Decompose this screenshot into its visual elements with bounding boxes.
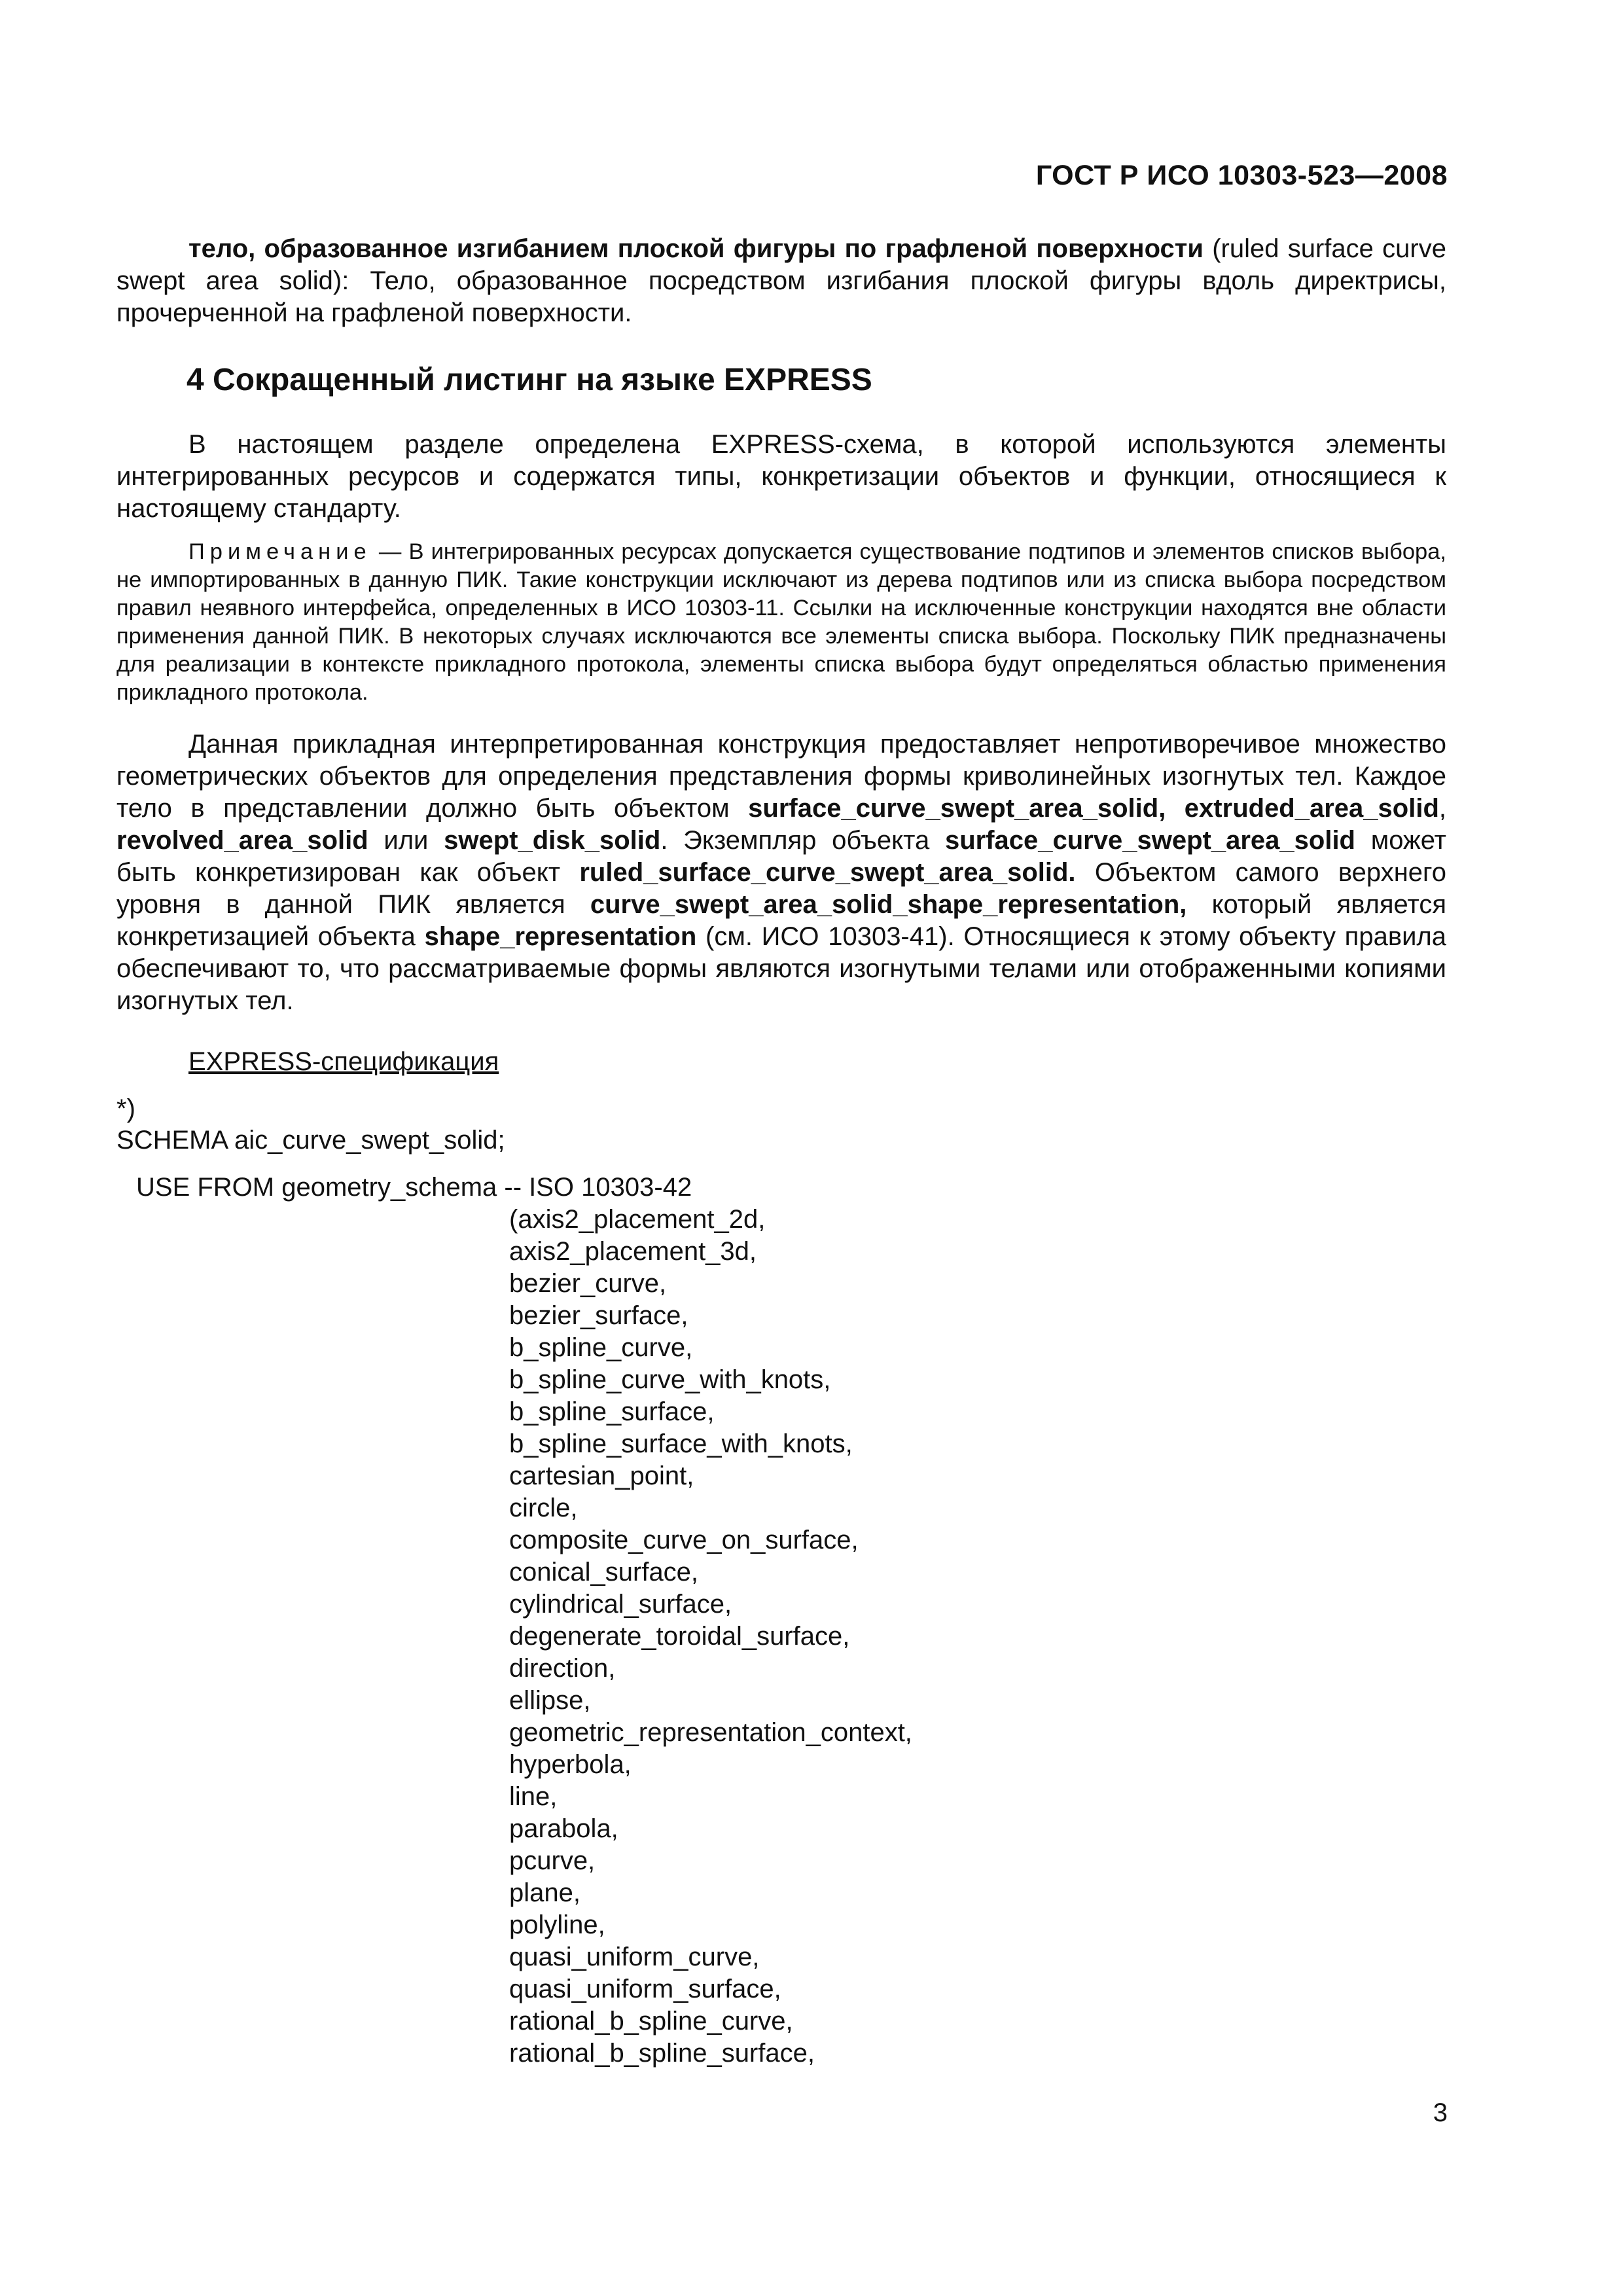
entity-item: b_spline_surface, <box>509 1397 715 1426</box>
para-bold-2: revolved_area_solid <box>116 826 368 855</box>
use-from-line: USE FROM geometry_schema -- ISO 10303-42 <box>136 1173 692 1202</box>
para-text-5: может быть конкретизирован как объект <box>116 826 1446 887</box>
para-text-4: . Экземпляр объекта <box>660 826 945 855</box>
entity-item: axis2_placement_3d, <box>509 1237 757 1266</box>
note-label: Примечание <box>188 539 372 564</box>
para-text-1: Данная прикладная интерпретированная конструкция предоставляет непротиворечивое множество геометрических объектов для определения представления формы криволинейных изогнутых тел. Каждое тело в представлении должно быть объектом <box>116 730 1446 823</box>
entity-item: pcurve, <box>509 1846 596 1875</box>
entity-item: conical_surface, <box>509 1558 699 1587</box>
term-bold: тело, образованное изгибанием плоской фигуры по графленой поверхности <box>188 234 1204 263</box>
entity-item: bezier_curve, <box>509 1269 667 1298</box>
entity-item: geometric_representation_context, <box>509 1718 912 1747</box>
comment-close: *) <box>116 1094 135 1123</box>
para-text-2: , <box>1438 794 1446 823</box>
entity-item: b_spline_curve, <box>509 1333 693 1362</box>
entity-item: circle, <box>509 1494 578 1522</box>
page-number: 3 <box>1433 2098 1448 2127</box>
para-text-8: (см. ИСО 10303-41). Относящиеся к этому объекту правила обеспечивают то, что рассматриваемые формы являются изогнутыми телами или отображенными копиями изогнутых тел. <box>116 922 1446 1015</box>
entity-item: parabola, <box>509 1814 618 1843</box>
note-paragraph <box>116 538 1446 707</box>
entity-item: bezier_surface, <box>509 1301 688 1330</box>
term-rest: (ruled surface curve swept area solid): Тело, образованное посредством изгибания плоской фигуры вдоль директрисы, прочерченной на графленой поверхности. <box>116 234 1446 327</box>
entity-item: direction, <box>509 1654 616 1683</box>
intro-paragraph: В настоящем разделе определена EXPRESS-схема, в которой используются элементы интегрированных ресурсов и содержатся типы, конкретизации объектов и функции, относящиеся к настоящему стандарту. <box>116 430 1446 523</box>
entity-item: cartesian_point, <box>509 1462 694 1490</box>
entity-item: quasi_uniform_surface, <box>509 1975 781 2003</box>
para-bold-4: surface_curve_swept_area_solid <box>944 826 1355 855</box>
entity-item: quasi_uniform_curve, <box>509 1943 760 1971</box>
entity-item: ellipse, <box>509 1686 591 1715</box>
entity-item: composite_curve_on_surface, <box>509 1526 859 1554</box>
term-definition <box>116 233 1446 329</box>
para-bold-1: surface_curve_swept_area_solid, extruded_area_solid <box>748 794 1439 823</box>
document-header-id: ГОСТ Р ИСО 10303-523—2008 <box>1035 160 1448 191</box>
entity-item: hyperbola, <box>509 1750 632 1779</box>
entity-item: (axis2_placement_2d, <box>509 1205 766 1234</box>
section-title: 4 Сокращенный листинг на языке EXPRESS <box>187 363 872 397</box>
entity-list <box>509 1204 912 2070</box>
entity-item: rational_b_spline_surface, <box>509 2039 815 2068</box>
express-spec-label: EXPRESS-спецификация <box>188 1047 499 1076</box>
para-text-3: или <box>368 826 444 855</box>
entity-item: rational_b_spline_curve, <box>509 2007 793 2036</box>
entity-item: cylindrical_surface, <box>509 1590 732 1619</box>
entity-item: plane, <box>509 1878 580 1907</box>
note-text: — В интегрированных ресурсах допускается существование подтипов и элементов списков выбора, не импортированных в данную ПИК. Такие конструкции исключают из дерева подтипов или из списка выбора посредством правил неявного интерфейса, определенных в ИСО 10303-11. Ссылки на исключенные конструкции находятся вне области применения данной ПИК. В некоторых случаях исключаются все элементы списка выбора. Поскольку ПИК предназначены для реализации в контексте прикладного протокола, элементы списка выбора будут определяться областью применения прикладного протокола. <box>116 539 1446 705</box>
para-bold-6: curve_swept_area_solid_shape_representation, <box>590 890 1187 919</box>
entity-item: polyline, <box>509 1910 605 1939</box>
description-paragraph <box>116 728 1446 1017</box>
para-bold-7: shape_representation <box>424 922 697 951</box>
entity-item: b_spline_curve_with_knots, <box>509 1365 831 1394</box>
schema-declaration: SCHEMA aic_curve_swept_solid; <box>116 1126 505 1155</box>
para-text-6: Объектом самого верхнего уровня в данной ПИК является <box>116 858 1446 919</box>
para-bold-3: swept_disk_solid <box>444 826 661 855</box>
para-bold-5: ruled_surface_curve_swept_area_solid. <box>579 858 1076 887</box>
entity-item: line, <box>509 1782 558 1811</box>
para-text-7: который является конкретизацией объекта <box>116 890 1446 951</box>
entity-item: b_spline_surface_with_knots, <box>509 1429 853 1458</box>
entity-item: degenerate_toroidal_surface, <box>509 1622 850 1651</box>
